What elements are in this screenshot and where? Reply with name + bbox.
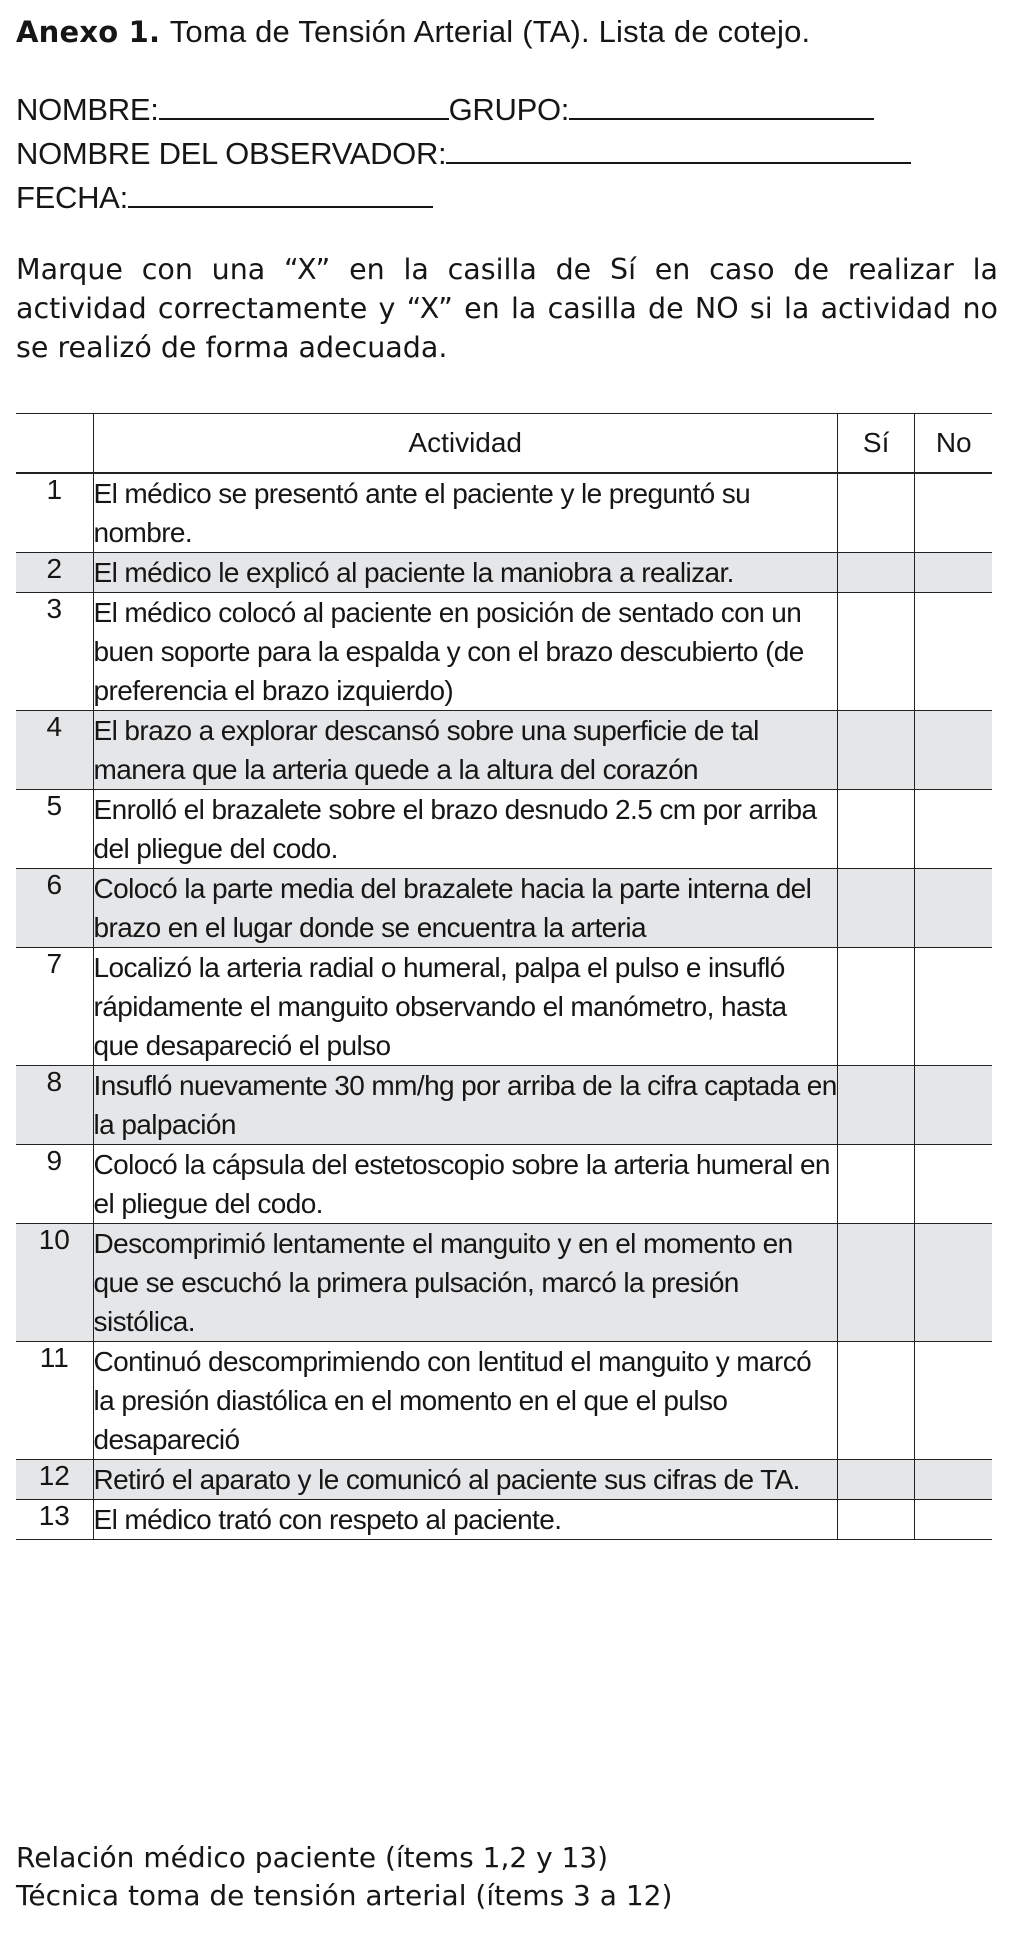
fecha-field[interactable] — [128, 182, 433, 208]
yes-checkbox-cell[interactable] — [837, 1460, 915, 1500]
title-annex-label: Anexo 1. — [16, 15, 161, 49]
no-checkbox-cell[interactable] — [915, 553, 992, 593]
nombre-label: NOMBRE: — [16, 92, 159, 127]
footer-tecnica: Técnica toma de tensión arterial (ítems 3 a 12) — [16, 1879, 673, 1912]
grupo-field[interactable] — [569, 94, 874, 120]
row-number: 5 — [16, 790, 93, 869]
table-row — [16, 948, 992, 1066]
yes-checkbox-cell[interactable] — [837, 869, 915, 948]
no-checkbox-cell[interactable] — [915, 1460, 992, 1500]
yes-checkbox-cell[interactable] — [837, 790, 915, 869]
no-checkbox-cell[interactable] — [915, 1145, 992, 1224]
row-activity: Insufló nuevamente 30 mm/hg por arriba de la cifra captada en la palpación — [93, 1066, 837, 1145]
table-row — [16, 790, 992, 869]
row-activity: Localizó la arteria radial o humeral, palpa el pulso e insufló rápidamente el manguito observando el manómetro, hasta que desapareció el pulso — [93, 948, 837, 1066]
row-number: 4 — [16, 711, 93, 790]
row-activity: El brazo a explorar descansó sobre una superficie de tal manera que la arteria quede a la altura del corazón — [93, 711, 837, 790]
no-checkbox-cell[interactable] — [915, 1066, 992, 1145]
observador-label: NOMBRE DEL OBSERVADOR: — [16, 136, 447, 171]
no-checkbox-cell[interactable] — [915, 711, 992, 790]
no-checkbox-cell[interactable] — [915, 593, 992, 711]
title-text: Toma de Tensión Arterial (TA). Lista de cotejo. — [169, 14, 811, 49]
fecha-label: FECHA: — [16, 180, 128, 215]
row-activity: El médico trató con respeto al paciente. — [93, 1500, 837, 1540]
table-row — [16, 869, 992, 948]
table-header-row — [16, 414, 992, 474]
table-row — [16, 1224, 992, 1342]
nombre-field[interactable] — [159, 94, 449, 120]
yes-checkbox-cell[interactable] — [837, 948, 915, 1066]
row-number: 1 — [16, 473, 93, 553]
yes-checkbox-cell[interactable] — [837, 1342, 915, 1460]
header-yes: Sí — [837, 414, 915, 474]
table-row — [16, 1460, 992, 1500]
yes-checkbox-cell[interactable] — [837, 1500, 915, 1540]
row-activity: El médico se presentó ante el paciente y le preguntó su nombre. — [93, 473, 837, 553]
form-line-fecha — [16, 180, 433, 216]
table-row — [16, 1500, 992, 1540]
row-number: 3 — [16, 593, 93, 711]
no-checkbox-cell[interactable] — [915, 1224, 992, 1342]
instructions-text: Marque con una “X” en la casilla de Sí en caso de realizar la actividad correctamente y “X” en la casilla de NO si la actividad no se realizó de forma adecuada. — [16, 253, 998, 364]
table-row — [16, 1145, 992, 1224]
row-number: 9 — [16, 1145, 93, 1224]
row-activity: Descomprimió lentamente el manguito y en el momento en que se escuchó la primera pulsación, marcó la presión sistólica. — [93, 1224, 837, 1342]
table-row — [16, 553, 992, 593]
no-checkbox-cell[interactable] — [915, 1342, 992, 1460]
no-checkbox-cell[interactable] — [915, 948, 992, 1066]
row-number: 7 — [16, 948, 93, 1066]
yes-checkbox-cell[interactable] — [837, 553, 915, 593]
document-title — [16, 14, 810, 50]
yes-checkbox-cell[interactable] — [837, 593, 915, 711]
row-number: 10 — [16, 1224, 93, 1342]
no-checkbox-cell[interactable] — [915, 1500, 992, 1540]
row-activity: Colocó la cápsula del estetoscopio sobre la arteria humeral en el pliegue del codo. — [93, 1145, 837, 1224]
row-number: 12 — [16, 1460, 93, 1500]
row-activity: Enrolló el brazalete sobre el brazo desnudo 2.5 cm por arriba del pliegue del codo. — [93, 790, 837, 869]
form-line-observador — [16, 136, 911, 172]
table-row — [16, 1342, 992, 1460]
no-checkbox-cell[interactable] — [915, 473, 992, 553]
checklist-table — [16, 413, 992, 1540]
header-activity: Actividad — [93, 414, 837, 474]
table-row — [16, 593, 992, 711]
yes-checkbox-cell[interactable] — [837, 473, 915, 553]
row-number: 6 — [16, 869, 93, 948]
row-number: 11 — [16, 1342, 93, 1460]
table-row — [16, 1066, 992, 1145]
yes-checkbox-cell[interactable] — [837, 711, 915, 790]
footer-relacion: Relación médico paciente (ítems 1,2 y 13) — [16, 1841, 609, 1874]
no-checkbox-cell[interactable] — [915, 869, 992, 948]
row-activity: El médico le explicó al paciente la maniobra a realizar. — [93, 553, 837, 593]
no-checkbox-cell[interactable] — [915, 790, 992, 869]
table-row — [16, 473, 992, 553]
yes-checkbox-cell[interactable] — [837, 1145, 915, 1224]
header-number — [16, 414, 93, 474]
row-number: 2 — [16, 553, 93, 593]
row-number: 13 — [16, 1500, 93, 1540]
row-activity: El médico colocó al paciente en posición de sentado con un buen soporte para la espalda y con el brazo descubierto (de preferencia el brazo izquierdo) — [93, 593, 837, 711]
table-row — [16, 711, 992, 790]
form-line-nombre-grupo — [16, 92, 874, 128]
grupo-label: GRUPO: — [448, 92, 570, 127]
observador-field[interactable] — [446, 138, 911, 164]
header-no: No — [915, 414, 992, 474]
row-activity: Retiró el aparato y le comunicó al paciente sus cifras de TA. — [93, 1460, 837, 1500]
yes-checkbox-cell[interactable] — [837, 1224, 915, 1342]
yes-checkbox-cell[interactable] — [837, 1066, 915, 1145]
row-number: 8 — [16, 1066, 93, 1145]
row-activity: Colocó la parte media del brazalete hacia la parte interna del brazo en el lugar donde se encuentra la arteria — [93, 869, 837, 948]
row-activity: Continuó descomprimiendo con lentitud el manguito y marcó la presión diastólica en el momento en el que el pulso desapareció — [93, 1342, 837, 1460]
